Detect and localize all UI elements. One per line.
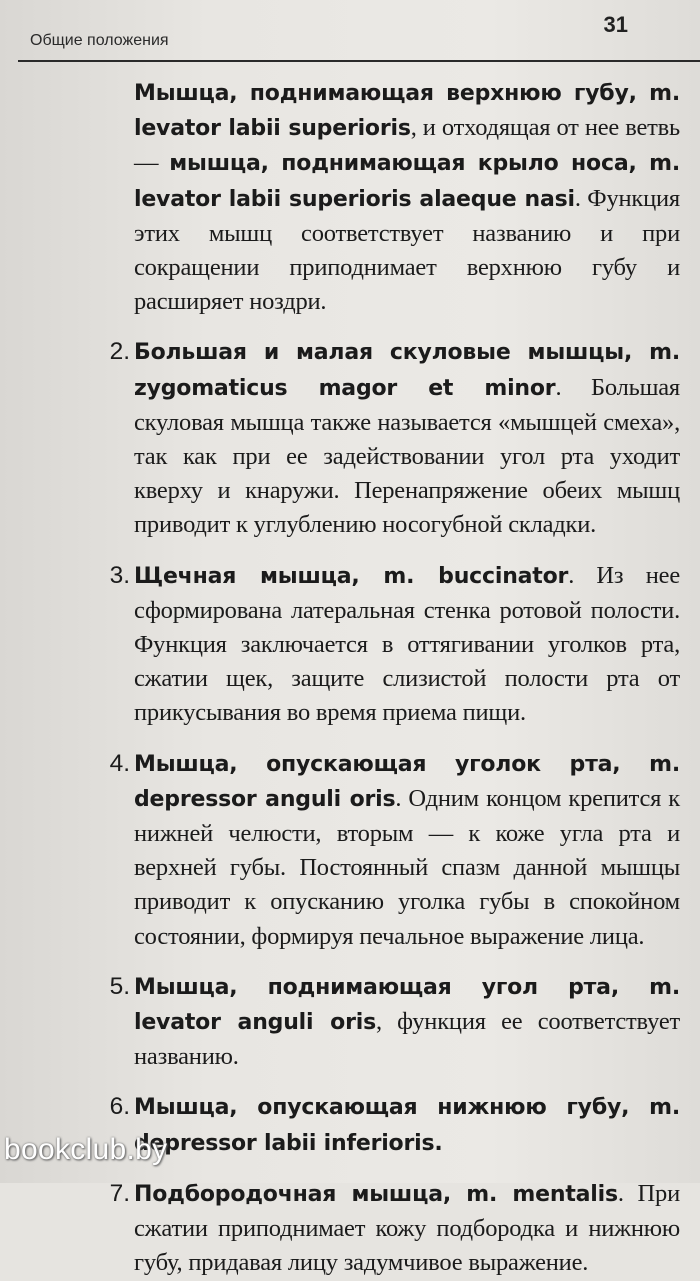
item-term: Мышца, поднимающая угол рта, m. levator anguli oris xyxy=(134,974,680,1036)
item-number: 5. xyxy=(109,972,130,1000)
list-item xyxy=(90,559,680,731)
item-number: 4. xyxy=(109,749,130,777)
item-term: Мышца, опускающая уголок рта, m. depressor anguli oris xyxy=(134,751,680,812)
item-number: 3. xyxy=(109,561,130,589)
intro-text-2: . Функция этих мышц соответствует названию и при сокращении приподнимает верхнюю губу и расширяет ноздри. xyxy=(134,184,680,316)
item-term: Подбородочная мышца, m. mentalis xyxy=(134,1181,618,1207)
item-text: . Одним концом крепится к нижней челюсти, вторым — к коже угла рта и верхней губы. Постоянный спазм данной мышцы приводит к опусканию уголка губы в спокойном состоянии, формируя печальное выражение лица. xyxy=(134,784,680,950)
item-text: . Большая скуловая мышца также называется «мышцей смеха», так как при ее задействовании угол рта уходит кверху и кнаружи. Перенапряжение обеих мышц приводит к углублению носогубной складки. xyxy=(134,373,681,539)
item-term: Большая и малая скуловые мышцы, m. zygomaticus magor et minor xyxy=(134,340,680,401)
intro-text-1: , и отходящая от нее ветвь — xyxy=(134,114,681,177)
item-term: Мышца, опускающая нижнюю губу, m. depressor labii inferioris. xyxy=(134,1095,680,1156)
item-text: . Из нее сформирована латеральная стенка ротовой полости. Функция заключается в оттягивании уголков рта, сжатии щек, защите слизистой полости рта от прикусывания во время приема пищи. xyxy=(134,561,680,727)
item-number: 2. xyxy=(109,338,130,366)
list-item xyxy=(90,747,680,954)
item-text: , функция ее соответствует названию. xyxy=(134,1008,680,1071)
item-term: Щечная мышца, m. buccinator xyxy=(134,563,569,589)
list-item xyxy=(90,970,680,1075)
page-number: 31 xyxy=(603,12,628,37)
item-number: 7. xyxy=(109,1179,130,1207)
list-item xyxy=(90,335,680,542)
term-levator-alaeque: мышца, поднимающая крыло носа, m. levator labii superioris alaeque nasi xyxy=(134,151,680,212)
term-levator-labii: Мышца, поднимающая верхнюю губу, m. levator labii superioris xyxy=(134,81,680,142)
item-text: . При сжатии приподнимает кожу подбородка и нижнюю губу, придавая лицу задумчивое выражение. xyxy=(134,1179,680,1277)
header-rule xyxy=(18,60,700,62)
list-item xyxy=(90,1177,680,1281)
intro-paragraph xyxy=(90,76,680,319)
item-number: 6. xyxy=(109,1093,130,1121)
running-head: Общие положения xyxy=(30,32,169,49)
watermark-logo: bookclub.by xyxy=(4,1133,168,1166)
list-item xyxy=(90,1090,680,1160)
page-body xyxy=(90,76,680,1281)
